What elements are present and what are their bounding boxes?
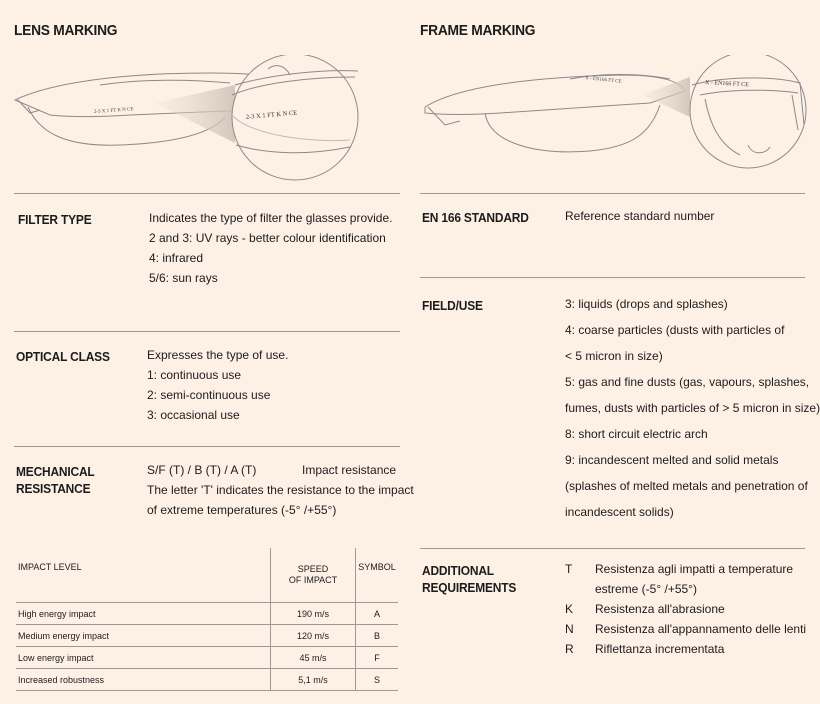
optical-class-description: Expresses the type of use. 1: continuous use 2: semi-continuous use 3: occasional use	[147, 348, 289, 422]
divider	[14, 331, 400, 332]
en166-label: EN 166 STANDARD	[422, 210, 529, 225]
header-speed: SPEED OF IMPACT	[271, 548, 356, 603]
list-item: K Resistenza all'abrasione	[565, 599, 806, 619]
filter-type-label: FILTER TYPE	[18, 212, 92, 227]
magnifier-icon	[690, 55, 806, 168]
impact-speed: 5,1 m/s	[271, 669, 356, 691]
lens-marking-title: LENS MARKING	[14, 22, 118, 39]
additional-requirements-label: ADDITIONAL REQUIREMENTS	[422, 563, 517, 595]
impact-level: Increased robustness	[16, 669, 271, 691]
glasses-icon	[425, 75, 685, 152]
mechanical-resistance-description: The letter 'T' indicates the resistance to the impact of extreme temperatures (-5° /+55°)	[147, 483, 414, 517]
requirement-key: T	[565, 562, 573, 576]
impact-speed: 190 m/s	[271, 603, 356, 625]
divider	[420, 277, 805, 278]
impact-symbol: F	[356, 647, 399, 669]
impact-resistance-text: Impact resistance	[302, 463, 397, 477]
en166-description: Reference standard number	[565, 209, 715, 223]
impact-level-table	[16, 548, 398, 691]
lens-marking-illustration	[10, 55, 405, 190]
requirement-key: K	[565, 602, 574, 616]
frame-marking-small: X - EN166 FT CE	[584, 76, 622, 85]
table-header-row	[16, 548, 398, 603]
impact-level: High energy impact	[16, 603, 271, 625]
zoom-beam	[642, 77, 690, 117]
list-item: R Riflettanza incrementata	[565, 639, 806, 659]
lens-marking-small: 2-3 X 1 FT K N CE	[93, 107, 134, 115]
impact-symbol: B	[356, 625, 399, 647]
frame-marking-title: FRAME MARKING	[420, 22, 536, 39]
field-use-description: 3: liquids (drops and splashes) 4: coarse particles (dusts with particles of < 5 micron in size) 5: gas and fine dusts (gas, vapours, splashes, fumes, dusts with particles of > 5 micron in size) 8: short circuit electric arch 9: incandescent melted and solid metals (splashes of melted metals and penetration of incandescent solids)	[565, 297, 820, 519]
impact-level: Low energy impact	[16, 647, 271, 669]
table-row	[16, 625, 398, 647]
requirement-key: R	[565, 642, 574, 656]
impact-speed: 120 m/s	[271, 625, 356, 647]
divider	[420, 548, 805, 549]
table-row	[16, 669, 398, 691]
impact-symbol: S	[356, 669, 399, 691]
mechanical-resistance-codes: S/F (T) / B (T) / A (T)	[147, 463, 257, 477]
list-item: T Resistenza agli impatti a temperature estreme (-5° /+55°)	[565, 559, 806, 599]
lens-marking-zoom: 2-3 X 1 FT K N CE	[245, 109, 298, 121]
mechanical-resistance-label: MECHANICAL RESISTANCE	[16, 464, 95, 496]
optical-class-label: OPTICAL CLASS	[16, 349, 110, 364]
header-symbol: SYMBOL	[356, 548, 399, 603]
impact-speed: 45 m/s	[271, 647, 356, 669]
divider	[420, 193, 805, 194]
additional-requirements-list	[565, 559, 806, 659]
filter-type-description: Indicates the type of filter the glasses provide. 2 and 3: UV rays - better colour identification 4: infrared 5/6: sun rays	[149, 211, 393, 285]
table-row	[16, 647, 398, 669]
requirement-key: N	[565, 622, 574, 636]
header-impact-level: IMPACT LEVEL	[16, 548, 271, 603]
list-item: N Resistenza all'appannamento delle lenti	[565, 619, 806, 639]
field-use-label: FIELD/USE	[422, 298, 483, 313]
divider	[14, 446, 400, 447]
table-row	[16, 603, 398, 625]
divider	[14, 193, 400, 194]
frame-marking-zoom: X - EN166 FT CE	[704, 80, 750, 89]
impact-symbol: A	[356, 603, 399, 625]
frame-marking-illustration	[420, 55, 815, 190]
impact-level: Medium energy impact	[16, 625, 271, 647]
